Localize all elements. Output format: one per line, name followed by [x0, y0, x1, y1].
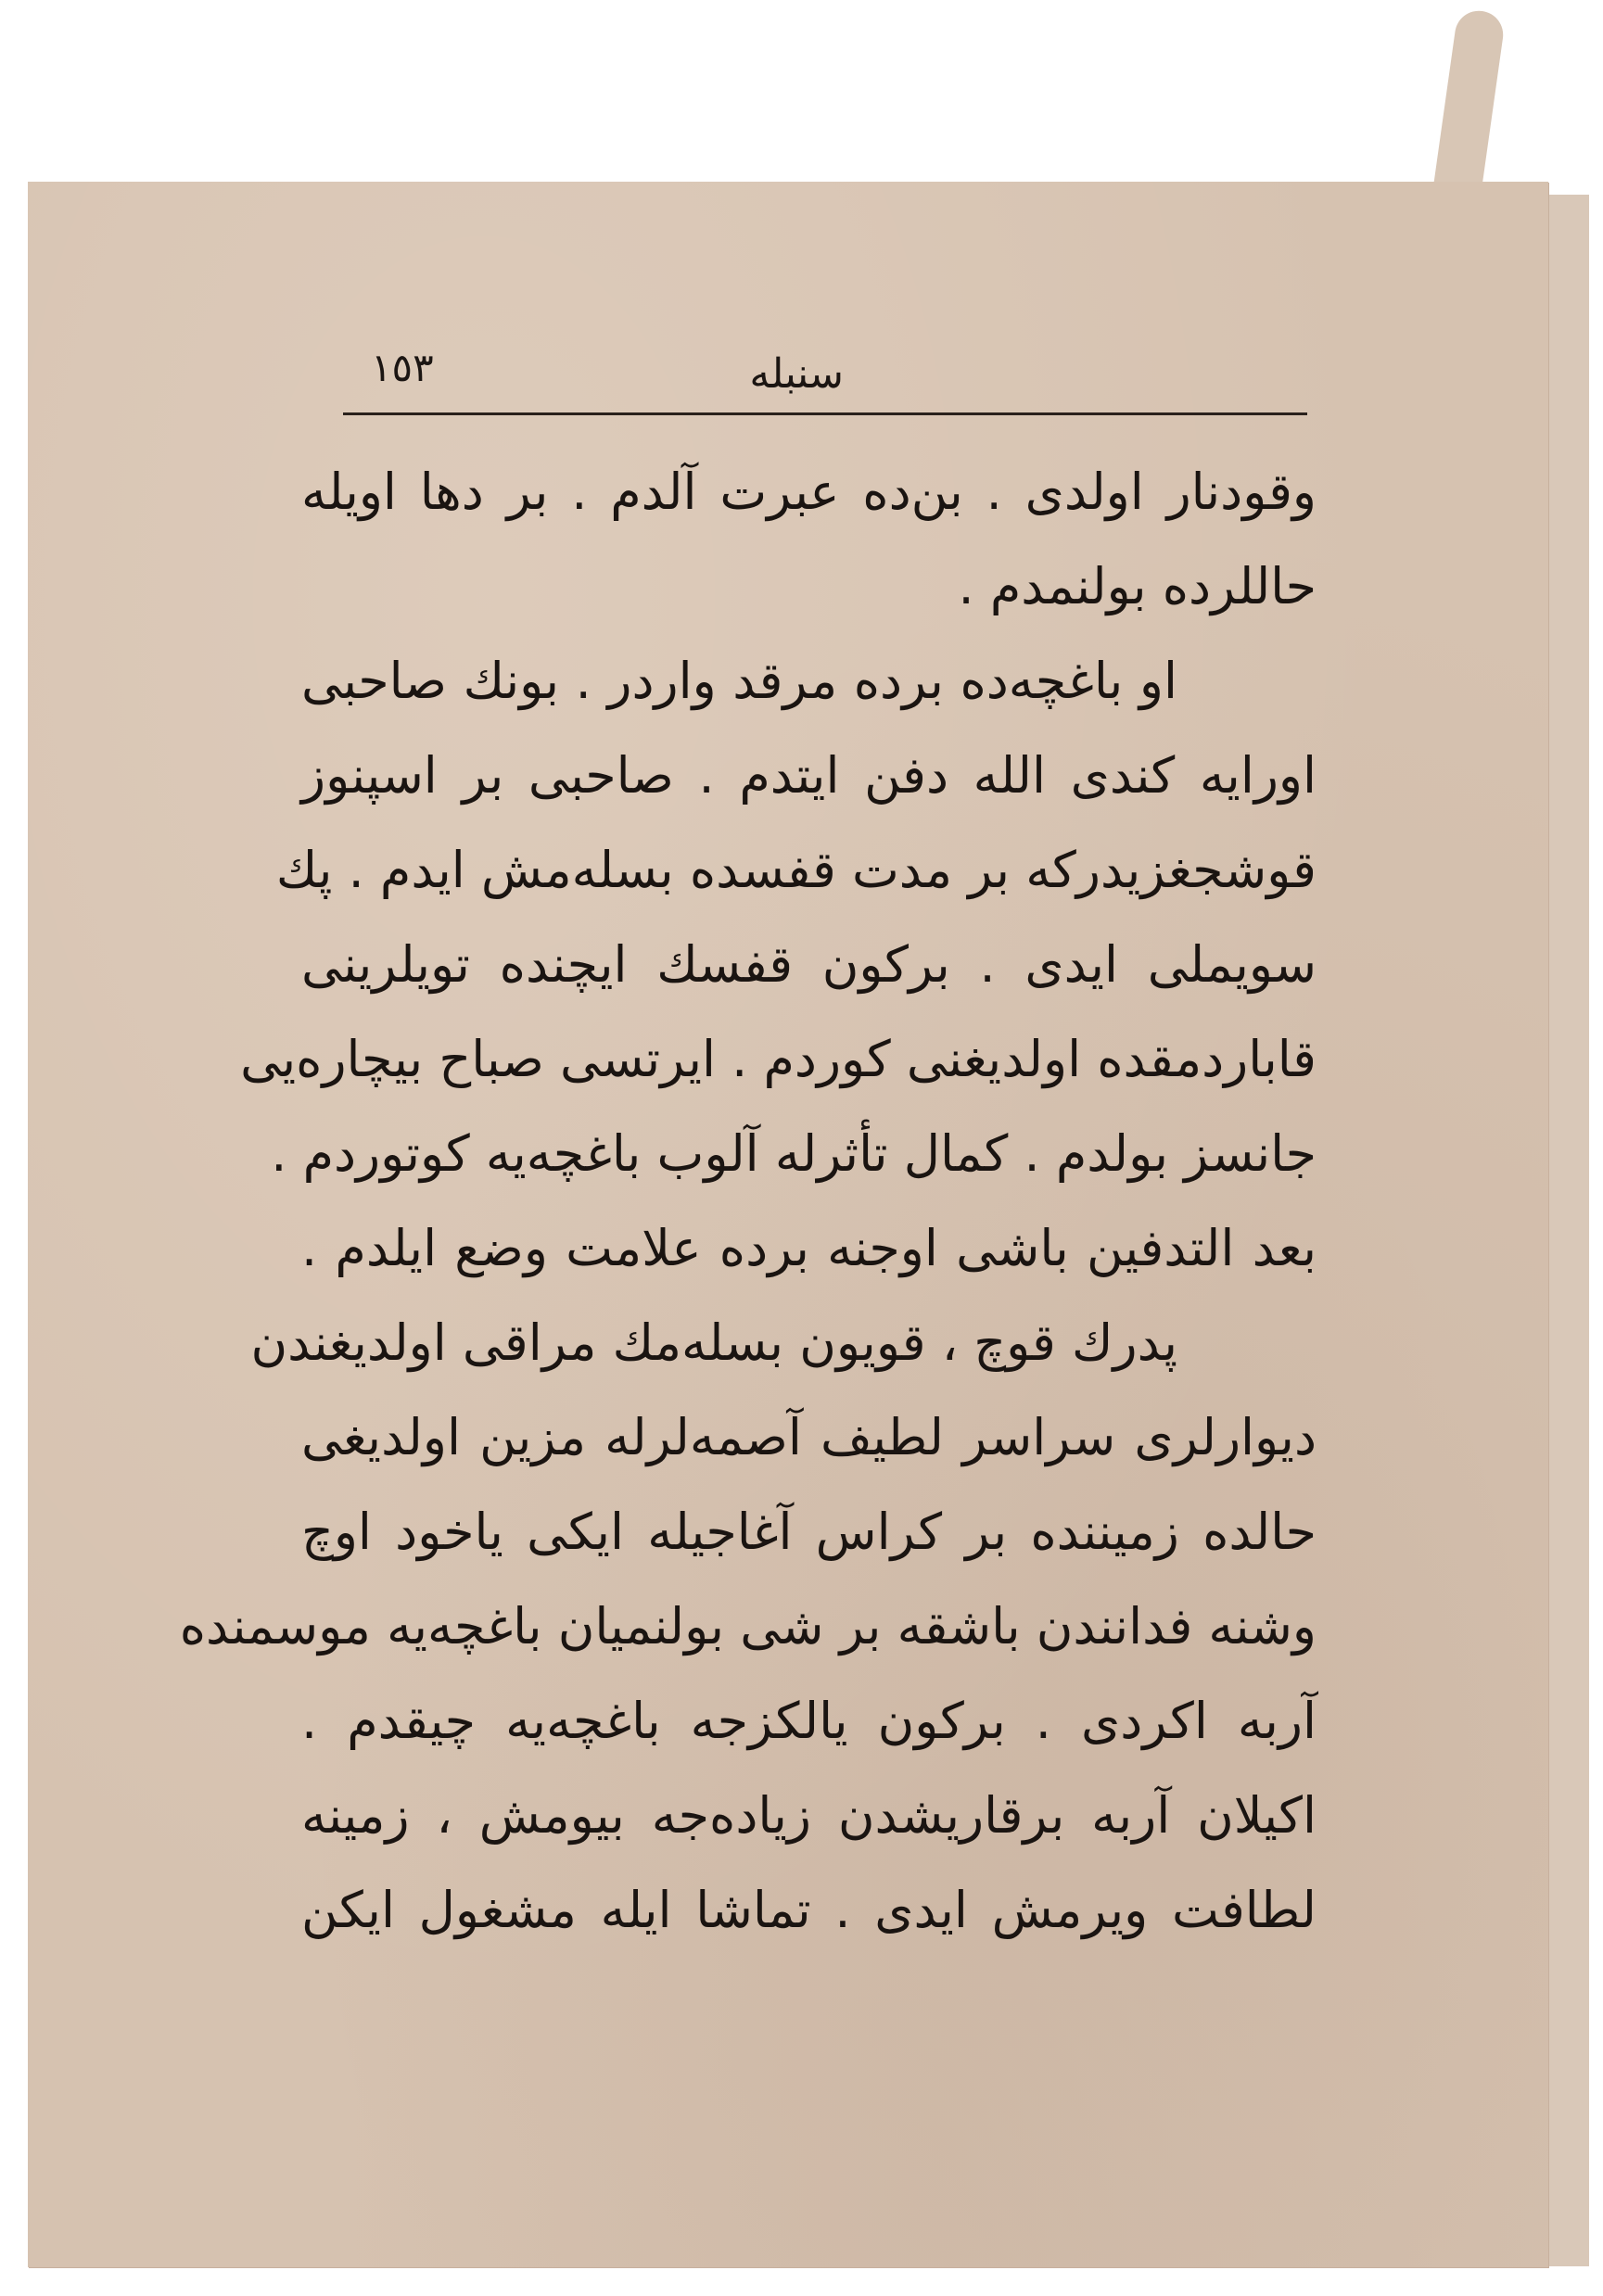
text-line: پدرك قوچ ، قویون بسله‌مك مراقی اولدیغندن — [250, 1313, 1177, 1372]
text-line: سویملی ایدی . برکون قفسك ایچنده تویلرینی — [301, 935, 1317, 994]
page-header — [315, 306, 1298, 417]
text-line: وشنه فدانندن باشقه بر شی بولنمیان باغچه‌یه موسمنده — [179, 1597, 1317, 1655]
text-line: حاللرده بولنمدم . — [958, 557, 1317, 615]
page-number: ١٥٣ — [371, 345, 434, 390]
text-line: اکیلان آربه برقاریشدن زیاده‌جه بیومش ، زمینه — [301, 1786, 1317, 1845]
text-line: آربه اکردی . برکون یالکزجه باغچه‌یه چیقدم . — [301, 1692, 1317, 1750]
text-line: قوشجغزیدرکه بر مدت قفسده بسله‌مش ایدم . پك — [275, 841, 1317, 899]
text-line: دیوارلری سراسر لطیف آصمه‌لرله مزین اولدیغی — [301, 1408, 1317, 1466]
text-line: لطافت ویرمش ایدی . تماشا ایله مشغول ایکن — [301, 1881, 1317, 1939]
text-line: اورایه کندی الله دفن ایتدم . صاحبی بر اسپنوز — [301, 746, 1317, 805]
running-title: سنبله — [749, 350, 844, 398]
text-line: حالده زمیننده بر کراس آغاجیله ایکی یاخود اوچ — [301, 1503, 1317, 1561]
text-line: جانسز بولدم . کمال تأثرله آلوب باغچه‌یه کوتوردم . — [271, 1124, 1317, 1183]
text-line: او باغچه‌ده برده مرقد واردر . بونك صاحبی — [301, 652, 1177, 710]
text-line: وقودنار اولدی . بن‌ده عبرت آلدم . بر دها اویله — [301, 463, 1317, 521]
header-rule — [343, 412, 1307, 415]
text-line: بعد التدفین باشی اوجنه برده علامت وضع ایلدم . — [301, 1219, 1317, 1277]
text-line: قاباردمقده اولدیغنی کوردم . ایرتسی صباح بیچاره‌یی — [240, 1030, 1317, 1088]
body-text — [179, 445, 1317, 1958]
page-tab — [1432, 7, 1506, 197]
